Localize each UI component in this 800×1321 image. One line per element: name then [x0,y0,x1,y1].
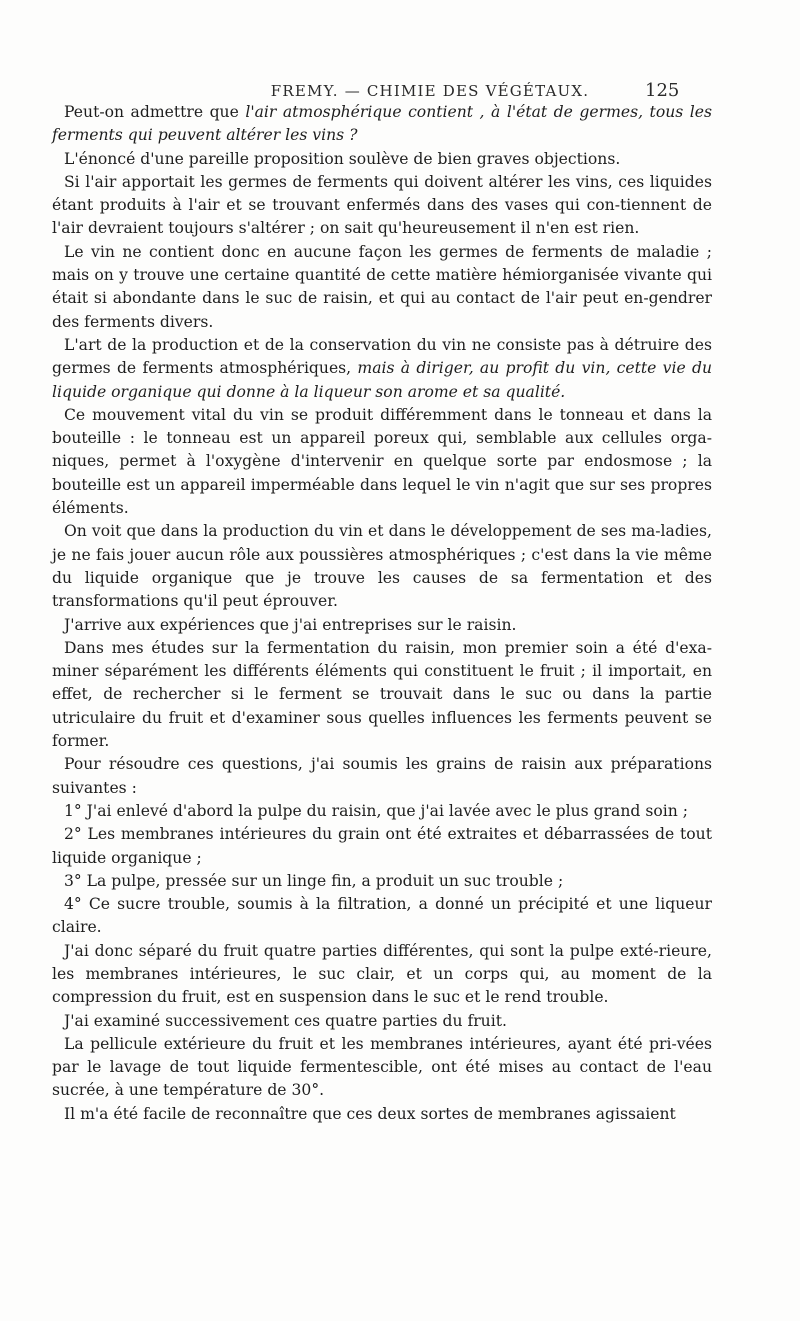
paragraph [52,404,712,520]
paragraph-text: Ce mouvement vital du vin se produit différemment dans le tonneau et dans la bouteille : le tonneau est un appareil poreux qui, semblable aux cellules orga-niques, permet à l'oxygène d'intervenir en quelque sorte par endosmose ; la bouteille est un appareil imperméable dans lequel le vin n'agit que sur ses propres éléments. [52,405,712,518]
paragraph [52,334,712,404]
paragraph [52,148,712,171]
paragraph-text: Le vin ne contient donc en aucune façon les germes de ferments de maladie ; mais on y trouve une certaine quantité de cette matière hémiorganisée vivante qui était si abondante dans le suc de raisin, et qui au contact de l'air peut en-gendrer des ferments divers. [52,242,712,331]
paragraph [52,614,712,637]
paragraph-text: La pellicule extérieure du fruit et les membranes intérieures, ayant été pri-vées par le lavage de tout liquide fermentescible, ont été mises au contact de l'eau sucrée, à une température de 30°. [52,1034,712,1100]
paragraph [52,1033,712,1103]
paragraph-text: On voit que dans la production du vin et dans le développement de ses ma-ladies, je ne fais jouer aucun rôle aux poussières atmosphériques ; c'est dans la vie même du liquide organique que je trouve les causes de sa fermentation et des transformations qu'il peut éprouver. [52,522,712,611]
page-number: 125 [645,80,680,101]
paragraph-italic-text: l'air atmosphérique contient , à l'état de germes, tous les ferments qui peuvent altérer les vins ? [52,103,712,145]
paragraph-text: Peut-on admettre que [64,103,246,121]
paragraph-text: J'ai donc séparé du fruit quatre parties différentes, qui sont la pulpe exté-rieure, les membranes intérieures, le suc clair, et un corps qui, au moment de la compression du fruit, est en suspension dans le suc et le rend trouble. [52,941,712,1007]
paragraph-text: L'art de la production et de la conservation du vin ne consiste pas à détruire des germes de ferments atmosphériques, [52,335,712,378]
list-item-1 [52,800,712,823]
paragraph [52,171,712,241]
paragraph-text: 4° Ce sucre trouble, soumis à la filtration, a donné un précipité et une liqueur claire. [52,895,712,937]
paragraph-text: J'arrive aux expériences que j'ai entreprises sur le raisin. [64,615,517,634]
paragraph-text: L'énoncé d'une pareille proposition soulève de bien graves objections. [64,149,621,168]
paragraph-text: Si l'air apportait les germes de ferments qui doivent altérer les vins, ces liquides étant produits à l'air et se trouvant enfermés dans des vases qui con-tiennent de l'air devraient toujours s'altérer ; on sait qu'heureusement il n'en est rien. [52,172,712,238]
paragraph-text: J'ai examiné successivement ces quatre parties du fruit. [64,1011,507,1030]
paragraph-text: 1° J'ai enlevé d'abord la pulpe du raisin, que j'ai lavée avec le plus grand soin ; [64,801,688,820]
paragraph-italic-text: mais à diriger, au profit du vin, cette vie du liquide organique qui donne à la liqueur son arome et sa qualité. [52,359,712,401]
paragraph [52,940,712,1010]
running-header: FREMY. — CHIMIE DES VÉGÉTAUX. [270,82,590,100]
paragraph [52,637,712,753]
paragraph [52,241,712,334]
paragraph-text: Il m'a été facile de reconnaître que ces deux sortes de membranes agissaient [64,1104,676,1123]
body-text [52,101,712,1126]
paragraph [52,1103,712,1126]
list-item-3 [52,870,712,893]
list-item-2 [52,823,712,870]
paragraph-text: 2° Les membranes intérieures du grain ont été extraites et débarrassées de tout liquide organique ; [52,825,712,867]
paragraph-text: Pour résoudre ces questions, j'ai soumis les grains de raisin aux préparations suivantes : [52,755,712,797]
paragraph-text: Dans mes études sur la fermentation du raisin, mon premier soin a été d'exa-miner séparément les différents éléments qui constituent le fruit ; il importait, en effet, de rechercher si le ferment se trouvait dans le suc ou dans la partie utriculaire du fruit et d'examiner sous quelles influences les ferments peuvent se former. [52,638,712,751]
paragraph [52,520,712,613]
paragraph [52,753,712,800]
paragraph-text: 3° La pulpe, pressée sur un linge fin, a produit un suc trouble ; [64,871,564,890]
list-item-4 [52,893,712,940]
paragraph [52,101,712,148]
paragraph [52,1010,712,1033]
